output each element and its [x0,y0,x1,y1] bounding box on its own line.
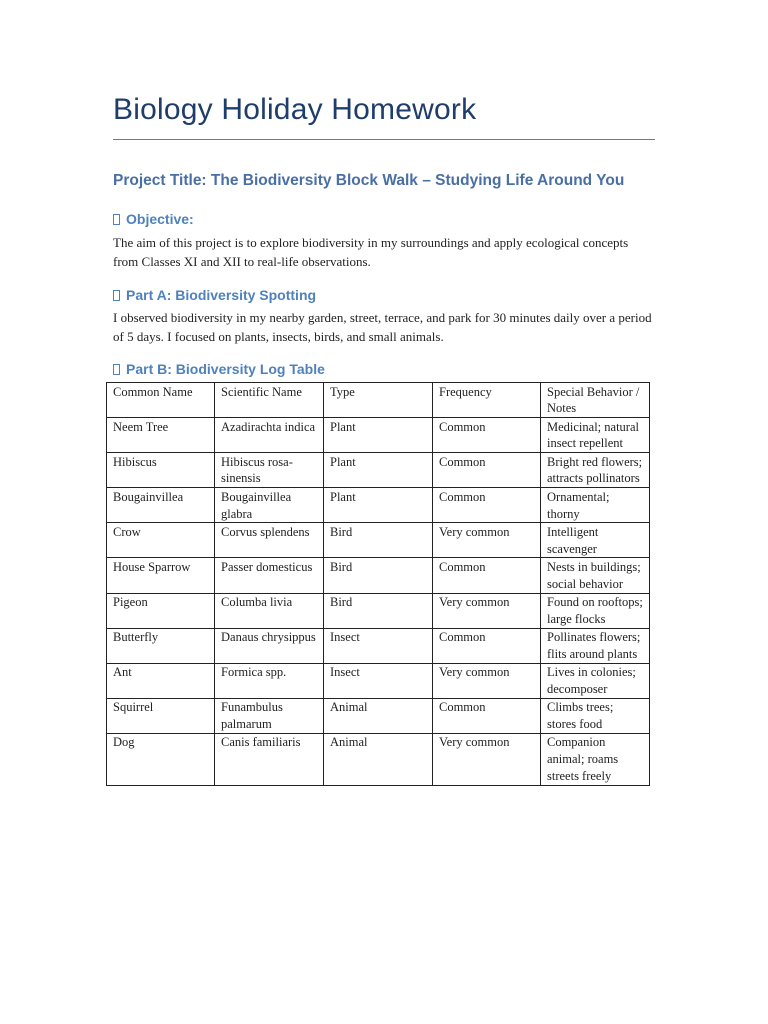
part-b-heading-label: Part B: Biodiversity Log Table [126,361,325,377]
cell-type: Insect [324,628,433,663]
cell-type: Bird [324,593,433,628]
table-row [107,418,650,453]
part-b-heading [113,361,325,377]
cell-scientific-name: Columba livia [215,593,324,628]
title-divider [113,139,655,140]
cell-type: Bird [324,523,433,558]
cell-type: Plant [324,488,433,523]
missing-glyph-icon [113,364,120,375]
table-row [107,523,650,558]
cell-scientific-name: Hibiscus rosa-sinensis [215,453,324,488]
missing-glyph-icon [113,214,120,225]
cell-frequency: Very common [433,733,541,785]
cell-scientific-name: Danaus chrysippus [215,628,324,663]
header-type: Type [324,383,433,418]
cell-type: Animal [324,733,433,785]
cell-common-name: Neem Tree [107,418,215,453]
table-row [107,628,650,663]
cell-frequency: Common [433,453,541,488]
cell-type: Bird [324,558,433,593]
objective-paragraph: The aim of this project is to explore biodiversity in my surroundings and apply ecological concepts from Classes XI and XII to real-life observations. [113,235,629,269]
cell-frequency: Common [433,418,541,453]
cell-frequency: Very common [433,663,541,698]
cell-notes: Lives in colonies; decomposer [541,663,650,698]
table-row [107,558,650,593]
cell-common-name: House Sparrow [107,558,215,593]
part-a-heading-label: Part A: Biodiversity Spotting [126,287,317,303]
cell-notes: Ornamental; thorny [541,488,650,523]
document-title: Biology Holiday Homework [113,93,477,126]
cell-frequency: Very common [433,593,541,628]
header-scientific-name: Scientific Name [215,383,324,418]
biodiversity-log-table [106,382,650,786]
cell-common-name: Ant [107,663,215,698]
cell-notes: Found on rooftops; large flocks [541,593,650,628]
table-row [107,698,650,733]
cell-scientific-name: Passer domesticus [215,558,324,593]
cell-scientific-name: Azadirachta indica [215,418,324,453]
cell-common-name: Butterfly [107,628,215,663]
table-row [107,453,650,488]
cell-common-name: Hibiscus [107,453,215,488]
header-frequency: Frequency [433,383,541,418]
cell-notes: Pollinates flowers; flits around plants [541,628,650,663]
cell-common-name: Bougainvillea [107,488,215,523]
table-row [107,488,650,523]
cell-common-name: Squirrel [107,698,215,733]
cell-scientific-name: Funambulus palmarum [215,698,324,733]
part-a-heading [113,287,316,303]
cell-common-name: Crow [107,523,215,558]
cell-notes: Companion animal; roams streets freely [541,733,650,785]
header-common-name: Common Name [107,383,215,418]
cell-type: Plant [324,418,433,453]
table-row [107,663,650,698]
cell-scientific-name: Formica spp. [215,663,324,698]
cell-scientific-name: Bougainvillea glabra [215,488,324,523]
cell-frequency: Common [433,628,541,663]
table-header-row [107,383,650,418]
cell-common-name: Pigeon [107,593,215,628]
cell-scientific-name: Canis familiaris [215,733,324,785]
cell-type: Insect [324,663,433,698]
cell-notes: Nests in buildings; social behavior [541,558,650,593]
header-notes: Special Behavior / Notes [541,383,650,418]
cell-frequency: Common [433,698,541,733]
objective-heading-label: Objective: [126,211,194,227]
cell-type: Plant [324,453,433,488]
cell-type: Animal [324,698,433,733]
missing-glyph-icon [113,290,120,301]
cell-frequency: Common [433,488,541,523]
cell-notes: Bright red flowers; attracts pollinators [541,453,650,488]
cell-common-name: Dog [107,733,215,785]
cell-frequency: Common [433,558,541,593]
cell-notes: Intelligent scavenger [541,523,650,558]
cell-frequency: Very common [433,523,541,558]
table-row [107,593,650,628]
cell-scientific-name: Corvus splendens [215,523,324,558]
cell-notes: Climbs trees; stores food [541,698,650,733]
project-title: Project Title: The Biodiversity Block Walk – Studying Life Around You [113,172,625,189]
table-row [107,733,650,785]
part-a-paragraph: I observed biodiversity in my nearby garden, street, terrace, and park for 30 minutes daily over a period of 5 days. I focused on plants, insects, birds, and small animals. [113,310,652,344]
objective-heading [113,211,194,227]
cell-notes: Medicinal; natural insect repellent [541,418,650,453]
